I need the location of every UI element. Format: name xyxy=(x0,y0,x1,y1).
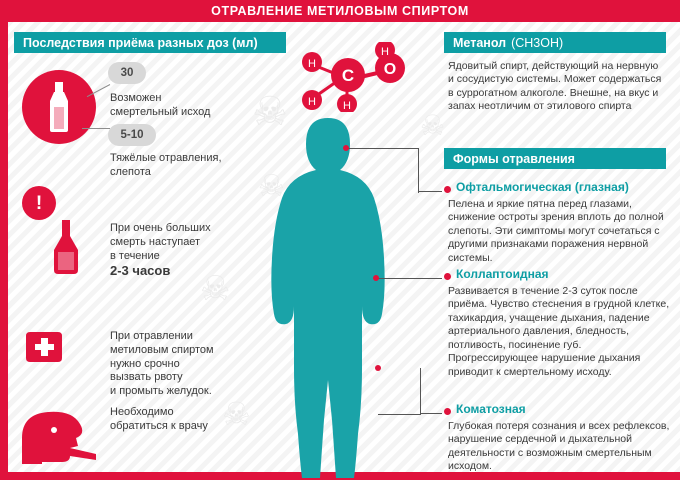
skull-icon: ☠ xyxy=(258,170,285,203)
section-header-methanol xyxy=(444,32,666,53)
first-aid-cross-svg xyxy=(22,328,66,368)
svg-text:H: H xyxy=(343,100,351,112)
dose-30-text: Возможен смертельный исход xyxy=(110,92,211,118)
exclamation-badge xyxy=(22,186,56,220)
connector-comatose-h xyxy=(420,413,442,414)
form-desc-collaptoid: Развивается в течение 2-3 суток после приёма. Чувство стеснения в грудной клетке, тахикардия, учащение дыхания, падение артериального давления, бледность, потливость, посинение губ. Прогрессирующее нарушение дыхания приводит к смертельному исходу. xyxy=(448,285,670,378)
section-header-forms: Формы отравления xyxy=(444,148,666,169)
form-bullet-collaptoid xyxy=(444,273,451,280)
section-header-doses: Последствия приёма разных доз (мл) xyxy=(14,32,286,53)
left-accent-strip xyxy=(0,22,8,472)
dose-30-value: 30 xyxy=(108,62,146,84)
note-first-aid-text: При отравлении метиловым спиртом нужно срочно вызвать рвоту и промыть желудок. xyxy=(110,330,214,397)
form-desc-comatose: Глубокая потеря сознания и всех рефлексов, нарушение сердечной и дыхательной деятельности с возможным смертельным исходом. xyxy=(448,420,670,473)
dose-5-10-text: Тяжёлые отравления, слепота xyxy=(110,152,222,178)
note-rapid-death-highlight: 2-3 часов xyxy=(110,263,171,279)
note-doctor-text: Необходимо обратиться к врачу xyxy=(110,406,208,432)
note-rapid-death-text: При очень больших смерть наступает в течение 2-3 часов xyxy=(110,222,211,279)
methanol-formula: (CH3OH) xyxy=(511,35,564,50)
first-aid-icon xyxy=(22,328,62,366)
connector-comatose xyxy=(378,368,421,415)
svg-text:O: O xyxy=(383,61,397,78)
skull-icon: ☠ xyxy=(200,270,231,308)
ampoule-icon xyxy=(42,218,96,276)
form-bullet-comatose xyxy=(444,408,451,415)
connector-dot-abdomen xyxy=(375,365,381,371)
dose-5-10-value: 5-10 xyxy=(108,124,156,146)
form-desc-ophthalmic: Пелена и яркие пятна перед глазами, снижение остроты зрения вплоть до полной слепоты. Эти симптомы могут сочетаться с другими признаками поражения нервной системы. xyxy=(448,198,664,264)
connector-ophthalmic xyxy=(346,148,419,193)
svg-text:H: H xyxy=(308,96,316,108)
svg-text:C: C xyxy=(341,66,355,85)
skull-icon: ☠ xyxy=(222,396,251,432)
connector-dot-chest xyxy=(373,275,379,281)
dose-30-red-circle xyxy=(22,70,96,144)
form-title-ophthalmic: Офтальмогическая (глазная) xyxy=(456,180,629,194)
page-title: ОТРАВЛЕНИЕ МЕТИЛОВЫМ СПИРТОМ xyxy=(0,0,680,22)
form-title-collaptoid: Коллаптоидная xyxy=(456,267,549,281)
form-title-comatose: Коматозная xyxy=(456,402,526,416)
svg-text:H: H xyxy=(308,58,316,70)
skull-icon: ☠ xyxy=(420,110,446,141)
connector-ophthalmic-h xyxy=(418,191,442,192)
methanol-molecule-diagram xyxy=(290,42,430,112)
molecule-svg xyxy=(290,42,430,112)
exclamation-icon: ! xyxy=(35,192,43,214)
head-profile-svg xyxy=(20,408,98,466)
connector-collaptoid xyxy=(376,278,442,279)
dose-5-10-leader-line xyxy=(82,128,110,129)
connector-dot-head xyxy=(343,145,349,151)
form-bullet-ophthalmic xyxy=(444,186,451,193)
svg-text:H: H xyxy=(381,46,389,58)
skull-icon: ☠ xyxy=(252,90,288,134)
methanol-description: Ядовитый спирт, действующий на нервную и сосудистую системы. Может содержаться в суррогатном алкоголе. Внешне, на вкус и запах неотличим от этилового спирта xyxy=(448,60,662,113)
bottle-icon xyxy=(45,81,73,133)
head-icon xyxy=(20,408,94,464)
methanol-name: Метанол xyxy=(453,35,507,50)
